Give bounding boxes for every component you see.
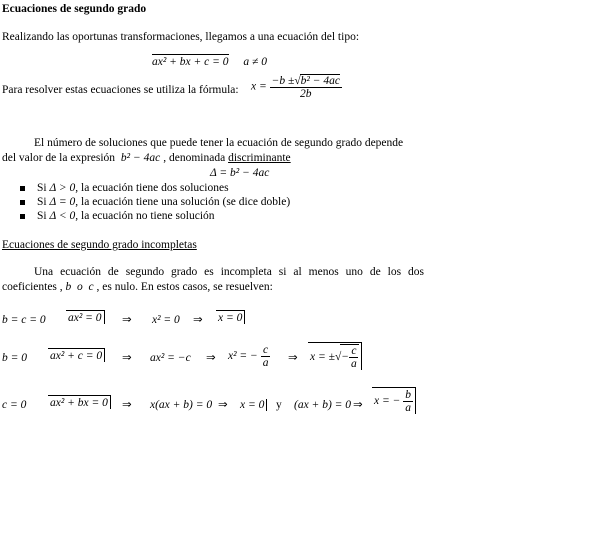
case1-equation <box>66 312 105 325</box>
case3-fraction <box>403 389 413 414</box>
case2-sqrt-den: a <box>351 358 357 371</box>
case2-sqrt-num: c <box>351 345 357 357</box>
implies-arrow-icon: ⇒ <box>122 314 132 326</box>
case3-and: y <box>276 399 282 411</box>
incomplete-text-post: , es nulo. En estos casos, se resuelven: <box>96 281 273 293</box>
bullet-pre: Si <box>37 182 47 194</box>
quadratic-formula <box>251 74 342 100</box>
case1-condition: b = c = 0 <box>2 314 46 326</box>
incomplete-coefs: b o c <box>65 281 94 293</box>
implies-arrow-icon: ⇒ <box>193 314 203 326</box>
bullet-pre: Si <box>37 196 47 208</box>
bullet-icon <box>20 200 25 205</box>
bullet-item <box>20 210 215 223</box>
formula-intro: Para resolver estas ecuaciones se utiliza la fórmula: <box>2 84 239 96</box>
case3-solution-pre: x = − <box>374 395 401 408</box>
case2-step1: ax² = −c <box>150 352 191 364</box>
case2-frac-num: c <box>263 344 269 356</box>
case3-solution-a <box>240 399 267 412</box>
formula-denominator: 2b <box>300 88 312 101</box>
implies-arrow-icon: ⇒ <box>122 399 132 411</box>
implies-arrow-icon: ⇒ <box>218 399 228 411</box>
general-equation-condition: a ≠ 0 <box>243 56 267 68</box>
case2-condition: b = 0 <box>2 352 28 364</box>
case2-neg-sign: − <box>341 351 350 364</box>
case3-solution-b-box <box>372 387 416 414</box>
case1-solution-box: x = 0 <box>216 310 245 324</box>
case3-step1: x(ax + b) = 0 <box>150 399 213 411</box>
formula-fraction <box>270 74 342 100</box>
case2-frac-den: a <box>262 357 269 370</box>
case2-eq-box: ax² + c = 0 <box>48 348 105 362</box>
case3-condition: c = 0 <box>2 399 27 411</box>
sqrt-icon: √ <box>294 75 301 87</box>
formula-num-pre: −b ± <box>271 75 295 87</box>
case3-equation <box>48 397 111 410</box>
case3-solution-a-box: x = 0 <box>240 399 267 411</box>
case1-eq-box: ax² = 0 <box>66 310 105 324</box>
case3-frac-num: b <box>405 389 411 401</box>
bullet-item <box>20 182 229 195</box>
formula-lhs: x = <box>251 80 267 93</box>
case2-sqrt-fraction <box>349 345 359 370</box>
implies-arrow-icon: ⇒ <box>206 352 216 364</box>
case2-solution-box <box>308 342 362 370</box>
discriminant-paragraph-line1: El número de soluciones que puede tener la ecuación de segundo grado depende <box>34 137 404 149</box>
bullet-item <box>20 196 290 209</box>
bullet-text: , la ecuación tiene una solución (se dice doble) <box>75 196 291 208</box>
bullet-condition: Δ > 0 <box>49 182 76 194</box>
case2-radicand <box>340 344 359 370</box>
incomplete-paragraph-line1: Una ecuación de segundo grado es incompleta si al menos uno de los dos <box>34 266 424 278</box>
discriminant-paragraph-line2 <box>2 152 291 165</box>
case3-step2: (ax + b) = 0 <box>294 399 352 411</box>
case2-solution <box>308 342 362 370</box>
discriminant-expression: b² − 4ac <box>120 152 161 164</box>
bullet-text: , la ecuación no tiene solución <box>75 210 215 222</box>
formula-numerator <box>270 74 342 88</box>
discriminant-term: discriminante <box>228 152 291 164</box>
delta-definition: Δ = b² − 4ac <box>210 167 270 179</box>
implies-arrow-icon: ⇒ <box>122 352 132 364</box>
implies-arrow-icon: ⇒ <box>353 399 363 411</box>
case2-fraction <box>261 344 271 369</box>
formula-radicand: b² − 4ac <box>300 75 340 87</box>
incomplete-text-pre: coeficientes , <box>2 281 63 293</box>
intro-text: Realizando las oportunas transformaciones, llegamos a una ecuación del tipo: <box>2 31 360 43</box>
discriminant-text-pre: del valor de la expresión <box>2 152 116 164</box>
case1-step1: x² = 0 <box>152 314 180 326</box>
discriminant-text-mid: , denominada <box>163 152 226 164</box>
bullet-text: , la ecuación tiene dos soluciones <box>75 182 229 194</box>
bullet-pre: Si <box>37 210 47 222</box>
case3-eq-box: ax² + bx = 0 <box>48 395 111 409</box>
case2-step2 <box>228 344 270 369</box>
case1-solution <box>216 312 245 325</box>
bullet-condition: Δ = 0 <box>49 196 76 208</box>
case3-frac-den: a <box>405 402 411 415</box>
sqrt-icon: √ <box>334 351 342 364</box>
general-equation-lhs: ax² + bx + c = 0 <box>152 56 229 68</box>
case2-step2-pre: x² = − <box>228 350 258 363</box>
bullet-icon <box>20 186 25 191</box>
case2-equation <box>48 350 105 363</box>
case3-solution-b <box>372 387 416 414</box>
implies-arrow-icon: ⇒ <box>288 352 298 364</box>
general-equation <box>152 56 267 69</box>
bullet-icon <box>20 214 25 219</box>
bullet-condition: Δ < 0 <box>49 210 76 222</box>
case2-solution-pre: x = ± <box>310 351 335 364</box>
section-heading-incomplete: Ecuaciones de segundo grado incompletas <box>2 239 197 251</box>
page-title: Ecuaciones de segundo grado <box>2 3 147 15</box>
incomplete-paragraph-line2 <box>2 281 273 294</box>
